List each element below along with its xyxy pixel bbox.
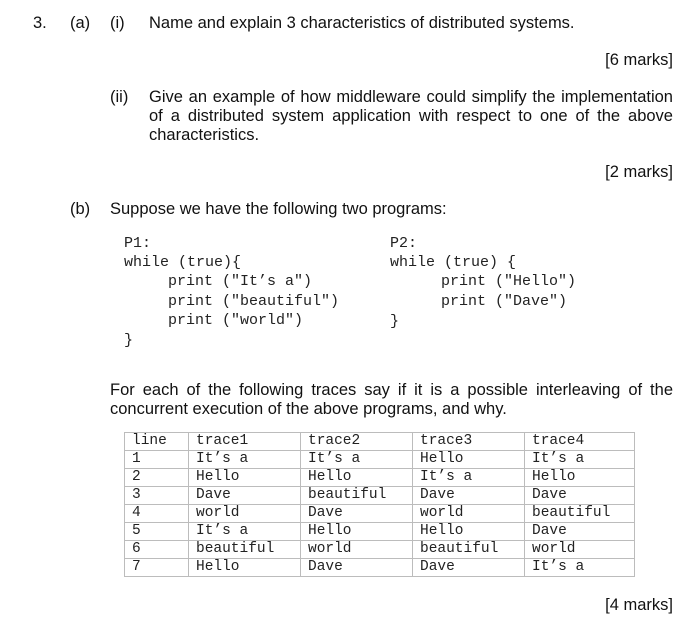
table-cell: It’s a <box>189 451 301 469</box>
p2-loop: while (true) { <box>390 254 517 271</box>
table-cell: It’s a <box>525 559 635 577</box>
table-cell: Hello <box>301 469 413 487</box>
traces-table <box>124 432 635 577</box>
table-cell: beautiful <box>525 505 635 523</box>
table-cell: beautiful <box>413 541 525 559</box>
table-cell: Hello <box>301 523 413 541</box>
p1-line: print ("world") <box>168 312 304 329</box>
part-a-ii-label: (ii) <box>110 88 129 106</box>
table-cell: beautiful <box>301 487 413 505</box>
p1-loop: while (true){ <box>124 254 242 271</box>
table-row <box>125 523 635 541</box>
part-a-i-marks: [6 marks] <box>605 51 673 69</box>
table-cell: beautiful <box>189 541 301 559</box>
p1-close-brace: } <box>124 332 134 349</box>
table-cell: world <box>413 505 525 523</box>
table-row <box>125 505 635 523</box>
table-cell: world <box>525 541 635 559</box>
table-row <box>125 469 635 487</box>
part-a-i-text: Name and explain 3 characteristics of distributed systems. <box>149 14 575 32</box>
column-header: trace3 <box>413 433 525 451</box>
table-cell: Dave <box>525 523 635 541</box>
column-header: trace2 <box>301 433 413 451</box>
table-cell: It’s a <box>189 523 301 541</box>
part-b-instruction: For each of the following traces say if it is a possible interleaving of the concurrent execution of the above programs, and why. <box>110 381 673 418</box>
table-cell: Hello <box>525 469 635 487</box>
table-cell: Dave <box>413 559 525 577</box>
table-cell: Hello <box>189 559 301 577</box>
column-header: trace4 <box>525 433 635 451</box>
column-header: line <box>125 433 189 451</box>
table-cell: 1 <box>125 451 189 469</box>
table-header-row <box>125 433 635 451</box>
table-cell: world <box>301 541 413 559</box>
column-header: trace1 <box>189 433 301 451</box>
p1-line: print ("beautiful") <box>168 293 340 310</box>
table-row <box>125 451 635 469</box>
question-number: 3. <box>33 14 47 32</box>
part-a-i-label: (i) <box>110 14 125 32</box>
p2-line: print ("Hello") <box>441 273 577 290</box>
table-cell: Dave <box>301 505 413 523</box>
part-b-label: (b) <box>70 200 91 218</box>
table-cell: Hello <box>189 469 301 487</box>
part-a-label: (a) <box>70 14 91 32</box>
table-cell: Dave <box>413 487 525 505</box>
table-cell: Dave <box>189 487 301 505</box>
table-row <box>125 487 635 505</box>
table-cell: It’s a <box>301 451 413 469</box>
p2-line: print ("Dave") <box>441 293 568 310</box>
table-row <box>125 541 635 559</box>
table-cell: 6 <box>125 541 189 559</box>
part-a-ii-marks: [2 marks] <box>605 163 673 181</box>
table-cell: Dave <box>301 559 413 577</box>
table-cell: 5 <box>125 523 189 541</box>
table-cell: 4 <box>125 505 189 523</box>
p1-name: P1: <box>124 235 152 252</box>
table-cell: world <box>189 505 301 523</box>
p2-name: P2: <box>390 235 418 252</box>
table-cell: 2 <box>125 469 189 487</box>
p1-line: print ("It’s a") <box>168 273 313 290</box>
table-cell: 3 <box>125 487 189 505</box>
table-cell: It’s a <box>525 451 635 469</box>
table-cell: It’s a <box>413 469 525 487</box>
p2-close-brace: } <box>390 313 400 330</box>
part-b-intro: Suppose we have the following two programs: <box>110 200 447 218</box>
table-cell: Dave <box>525 487 635 505</box>
table-cell: 7 <box>125 559 189 577</box>
table-cell: Hello <box>413 523 525 541</box>
table-cell: Hello <box>413 451 525 469</box>
table-row <box>125 559 635 577</box>
part-a-ii-text: Give an example of how middleware could simplify the implementation of a distributed system application with respect to one of the above characteristics. <box>149 88 673 144</box>
part-b-marks: [4 marks] <box>605 596 673 614</box>
